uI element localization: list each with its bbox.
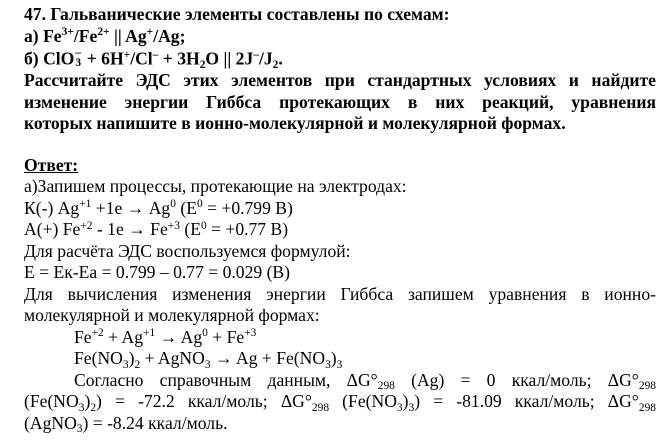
emf-intro: Для расчёта ЭДС воспользуемся формулой: [24,240,351,261]
ionic-equation: $Fe^{+2} + Ag^{+1} \to Ag^0 + Fe^{+3}$ [74,326,257,347]
scheme-a: а) $Fe^{3+}/Fe^{2+}$ || Ag+/Ag; [24,25,186,46]
task-line-3: которых напишите в ионно-молекулярной и молекулярной формах. [24,113,566,134]
emf-formula: E = Eк-Eа = 0.799 – 0.77 = 0.029 (В) [24,262,291,283]
clo3-index-stack: – 3 [75,47,82,70]
answer-intro: а)Запишем процессы, протекающие на электродах: [24,176,407,197]
gibbs-line-1: Для вычисления изменения энергии Гиббса запишем уравнения в ионно- [24,283,656,304]
gibbs-line-2: молекулярной и молекулярной формах: [24,305,320,326]
molecular-equation: $Fe(NO_3)_2$ + AgNO$_3$ → $Ag + Fe(NO_3)_3$ [74,348,343,371]
cathode-equation: К(-) $Ag^{+1} +1е \to Ag^0$ ($E^0 = +0.799$ В) [24,197,293,218]
problem-title [24,4,656,26]
reference-line-3: (AgNO$_3$) = -8.24 ккал/моль. [24,412,228,436]
answer-heading: Ответ: [24,154,79,175]
task-line-1: Рассчитайте ЭДС этих элементов при стандартных условиях и найдите [24,70,656,91]
reference-line-1: Согласно справочным данным, $\Delta G^\circ_{298}$ (Ag) = 0 ккал/моль; $\Delta G^\circ_{298}$ [74,369,656,393]
scheme-b: б) ClO – 3 + $6H^+/Cl^- + 3H_2O$ || $2J^-/J_2$. [24,47,283,72]
anode-equation: А(+) $Fe^{+2} - 1е \to Fe^{+3}$ ($E^0 = +0.77$ В) [24,219,289,240]
reference-line-2: $(Fe(NO_3)_2) = -72.2$ ккал/моль; $\Delta G^\circ_{298}$ $(Fe(NO_3)_3) = -81.09$ ккал/моль; $\Delta G^\circ_{298}$ [24,391,657,414]
task-line-2: изменение энергии Гиббса протекающих в них реакций, уравнения [24,91,656,112]
problem-title-text: Гальванические элементы составлены по схемам: [50,4,450,24]
document-page [24,4,656,434]
problem-number: 47. [24,4,46,24]
